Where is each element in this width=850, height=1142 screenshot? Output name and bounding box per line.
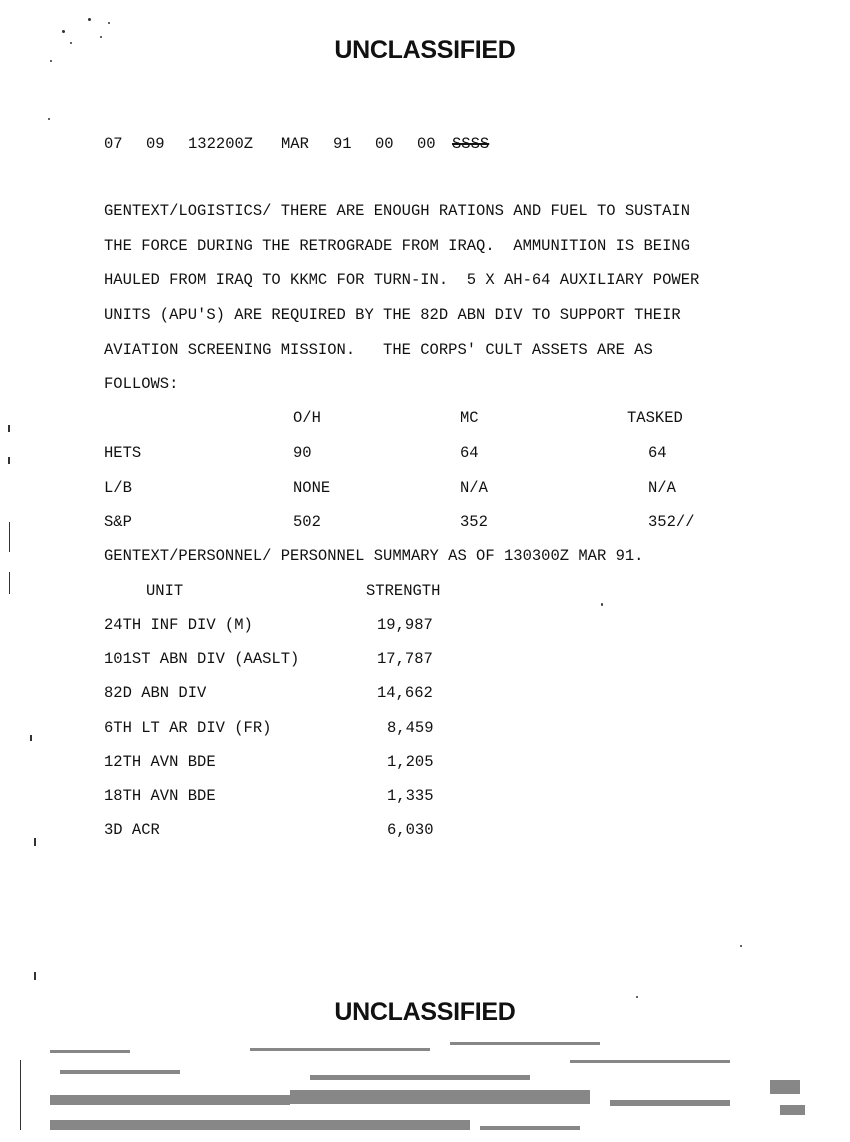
asset-mc: N/A — [460, 479, 488, 497]
unit-name: 18TH AVN BDE — [104, 787, 216, 805]
asset-oh: NONE — [293, 479, 331, 497]
asset-tasked: 352// — [648, 513, 695, 531]
asset-name: L/B — [104, 479, 132, 497]
asset-tasked: 64 — [648, 444, 667, 462]
asset-oh: 502 — [293, 513, 321, 531]
column-header-unit: UNIT — [146, 582, 184, 600]
column-header-tasked: TASKED — [627, 409, 683, 427]
unit-name: 101ST ABN DIV (AASLT) — [104, 650, 300, 668]
asset-tasked: N/A — [648, 479, 676, 497]
unit-strength: 17,787 — [377, 650, 433, 668]
column-header-mc: MC — [460, 409, 479, 427]
header-month: MAR — [281, 135, 309, 153]
logistics-line: HAULED FROM IRAQ TO KKMC FOR TURN-IN. 5 X AH-64 AUXILIARY POWER — [104, 271, 700, 289]
header-field-2: 00 — [417, 135, 436, 153]
unit-name: 6TH LT AR DIV (FR) — [104, 719, 272, 737]
header-field-1: 00 — [375, 135, 394, 153]
header-day: 07 — [104, 135, 123, 153]
unit-name: 3D ACR — [104, 821, 160, 839]
unit-name: 82D ABN DIV — [104, 684, 207, 702]
logistics-line: THE FORCE DURING THE RETROGRADE FROM IRAQ. AMMUNITION IS BEING — [104, 237, 690, 255]
unit-strength: 8,459 — [387, 719, 434, 737]
classification-marking-bottom: UNCLASSIFIED — [334, 998, 516, 1026]
asset-oh: 90 — [293, 444, 312, 462]
unit-strength: 6,030 — [387, 821, 434, 839]
unit-strength: 1,335 — [387, 787, 434, 805]
column-header-oh: O/H — [293, 409, 321, 427]
personnel-intro: GENTEXT/PERSONNEL/ PERSONNEL SUMMARY AS OF 130300Z MAR 91. — [104, 547, 644, 565]
scan-noise-band — [50, 1030, 810, 1142]
header-dtg: 132200Z — [188, 135, 254, 153]
classification-marking-top: UNCLASSIFIED — [334, 36, 516, 64]
unit-name: 24TH INF DIV (M) — [104, 616, 253, 634]
asset-mc: 64 — [460, 444, 479, 462]
header-struck-classification: SSSS — [452, 135, 490, 153]
asset-mc: 352 — [460, 513, 488, 531]
asset-name: HETS — [104, 444, 142, 462]
logistics-line: FOLLOWS: — [104, 375, 179, 393]
logistics-line: AVIATION SCREENING MISSION. THE CORPS' CULT ASSETS ARE AS — [104, 341, 653, 359]
unit-name: 12TH AVN BDE — [104, 753, 216, 771]
unit-strength: 19,987 — [377, 616, 433, 634]
unit-strength: 1,205 — [387, 753, 434, 771]
unit-strength: 14,662 — [377, 684, 433, 702]
logistics-line: UNITS (APU'S) ARE REQUIRED BY THE 82D ABN DIV TO SUPPORT THEIR — [104, 306, 681, 324]
column-header-strength: STRENGTH — [366, 582, 441, 600]
header-year: 91 — [333, 135, 352, 153]
logistics-line: GENTEXT/LOGISTICS/ THERE ARE ENOUGH RATIONS AND FUEL TO SUSTAIN — [104, 202, 690, 220]
header-seq: 09 — [146, 135, 165, 153]
asset-name: S&P — [104, 513, 132, 531]
